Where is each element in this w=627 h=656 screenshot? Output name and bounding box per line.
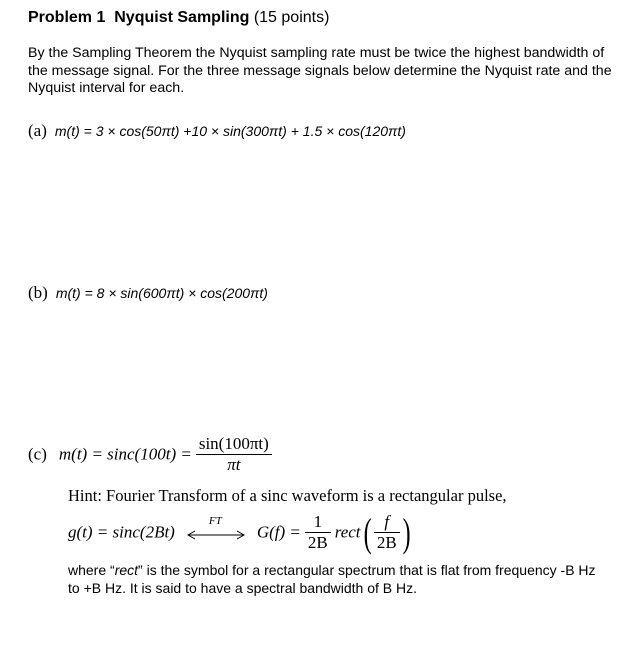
part-b-label: (b) (28, 283, 48, 302)
left-paren-icon: ( (363, 509, 372, 555)
rect-explanation (68, 562, 608, 597)
problem-title (28, 9, 329, 27)
hint-rhs-start: G(f) = (256, 522, 301, 542)
problem-number: Problem 1 (28, 9, 106, 26)
fourier-transform-arrow (185, 514, 247, 545)
part-c-lhs: m(t) = sinc(100t) = (58, 444, 192, 464)
hint-fraction-one-numerator: 1 (313, 512, 323, 531)
part-c (28, 434, 272, 475)
part-c-fraction (196, 434, 272, 475)
part-a (28, 121, 406, 141)
part-c-fraction-denominator: πt (196, 454, 272, 475)
hint-rect: rect (334, 522, 361, 542)
part-a-label: (a) (28, 121, 47, 140)
part-b (28, 283, 268, 303)
rect-explanation-pre: where “ (68, 562, 115, 578)
rect-explanation-post: ” is the symbol for a rectangular spectrum that is flat from frequency -B Hz to +B Hz. It is said to have a spectral bandwidth of B Hz. (68, 562, 596, 596)
hint-formula (68, 509, 413, 555)
problem-name: Nyquist Sampling (114, 9, 250, 26)
rect-explanation-word: rect (114, 562, 139, 578)
part-c-fraction-numerator: sin(100πt) (198, 434, 269, 453)
double-arrow-icon (185, 521, 247, 545)
right-paren-icon: ) (402, 509, 411, 555)
part-a-equation: m(t) = 3 × cos(50πt) +10 × sin(300πt) + 1.5 × cos(120πt) (54, 123, 406, 139)
hint-fraction-two-numerator: f (384, 512, 390, 531)
hint-fraction-two-denominator: 2B (374, 532, 400, 553)
part-c-label: (c) (28, 444, 47, 464)
hint-fraction-one-denominator: 2B (305, 532, 331, 553)
intro-paragraph: By the Sampling Theorem the Nyquist sampling rate must be twice the highest bandwidth of the message signal. For the three message signals below determine the Nyquist rate and the Nyquist interval for each. (28, 45, 612, 96)
hint-fraction-one (305, 512, 331, 553)
hint-text: Hint: Fourier Transform of a sinc waveform is a rectangular pulse, (68, 486, 507, 505)
part-b-equation: m(t) = 8 × sin(600πt) × cos(200πt) (55, 285, 268, 301)
fourier-transform-arrow-label: FT (208, 514, 222, 527)
hint-fraction-two (374, 512, 400, 553)
hint-lhs: g(t) = sinc(2Bt) (68, 522, 175, 542)
problem-points: (15 points) (253, 9, 330, 26)
